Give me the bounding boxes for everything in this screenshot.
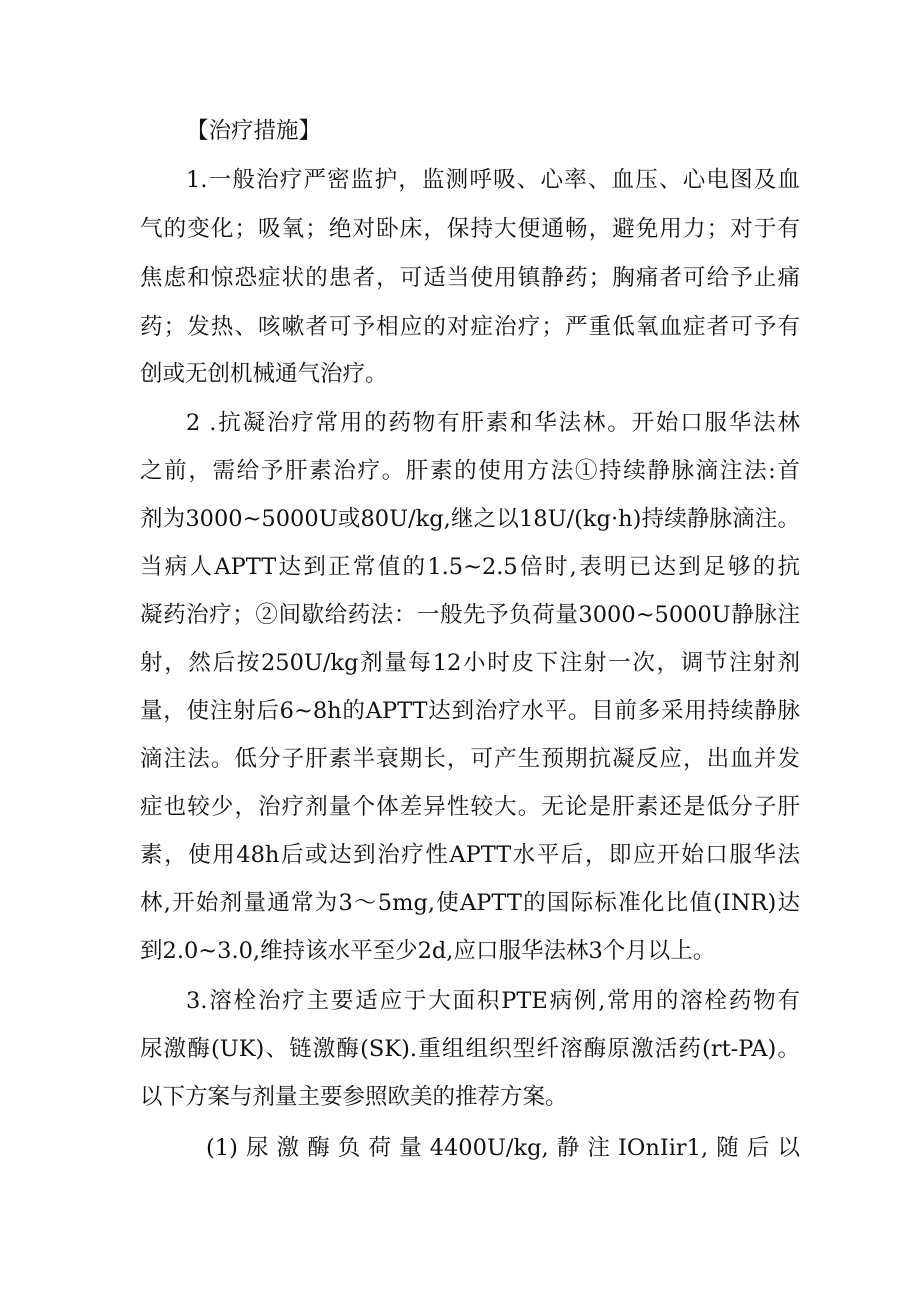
para2-line: 当病人APTT达到正常值的1.5~2.5倍时,表明已达到足够的抗 xyxy=(140,554,800,580)
para2-line: 之前，需给予肝素治疗。肝素的使用方法①持续静脉滴注法:首 xyxy=(140,458,800,484)
para1-line: 创或无创机械通气治疗。 xyxy=(140,361,388,387)
para2-line: 到2.0~3.0,维持该水平至少2d,应口服华法林3个月以上。 xyxy=(140,938,716,964)
section-heading: 【治疗措施】 xyxy=(186,118,322,144)
para2-line: 滴注法。低分子肝素半衰期长，可产生预期抗凝反应，出血并发 xyxy=(140,746,800,772)
para2-line: 剂为3000~5000U或80U/kg,继之以18U/(kg·h)持续静脉滴注。 xyxy=(140,506,800,532)
para1-line: 药；发热、咳嗽者可予相应的对症治疗；严重低氧血症者可予有 xyxy=(140,314,800,340)
para3-line: 尿激酶(UK)、链激酶(SK).重组组织型纤溶酶原激活药(rt-PA)。 xyxy=(140,1036,800,1062)
para1-line: 1.一般治疗严密监护，监测呼吸、心率、血压、心电图及血 xyxy=(186,167,800,193)
para2-line: 射，然后按250U/kg剂量每12小时皮下注射一次，调节注射剂 xyxy=(140,650,800,676)
para2-line: 凝药治疗；②间歇给药法：一般先予负荷量3000~5000U静脉注 xyxy=(140,602,800,628)
para4-line: (1)尿激酶负荷量4400U/kg,静注IOnIir1,随后以 xyxy=(206,1135,800,1161)
para2-line: 林,开始剂量通常为3～5mg,使APTT的国际标准化比值(INR)达 xyxy=(140,890,800,916)
para2-line: 量，使注射后6~8h的APTT达到治疗水平。目前多采用持续静脉 xyxy=(140,698,800,724)
para2-line: 症也较少，治疗剂量个体差异性较大。无论是肝素还是低分子肝 xyxy=(140,794,800,820)
para1-line: 焦虑和惊恐症状的患者，可适当使用镇静药；胸痛者可给予止痛 xyxy=(140,265,800,291)
para3-line: 3.溶栓治疗主要适应于大面积PTE病例,常用的溶栓药物有 xyxy=(186,988,800,1014)
para3-line: 以下方案与剂量主要参照欧美的推荐方案。 xyxy=(140,1084,568,1110)
para2-line: 素，使用48h后或达到治疗性APTT水平后，即应开始口服华法 xyxy=(140,842,800,868)
para1-line: 气的变化；吸氧；绝对卧床，保持大便通畅，避免用力；对于有 xyxy=(140,216,800,242)
para2-line: 2 .抗凝治疗常用的药物有肝素和华法林。开始口服华法林 xyxy=(186,410,800,436)
